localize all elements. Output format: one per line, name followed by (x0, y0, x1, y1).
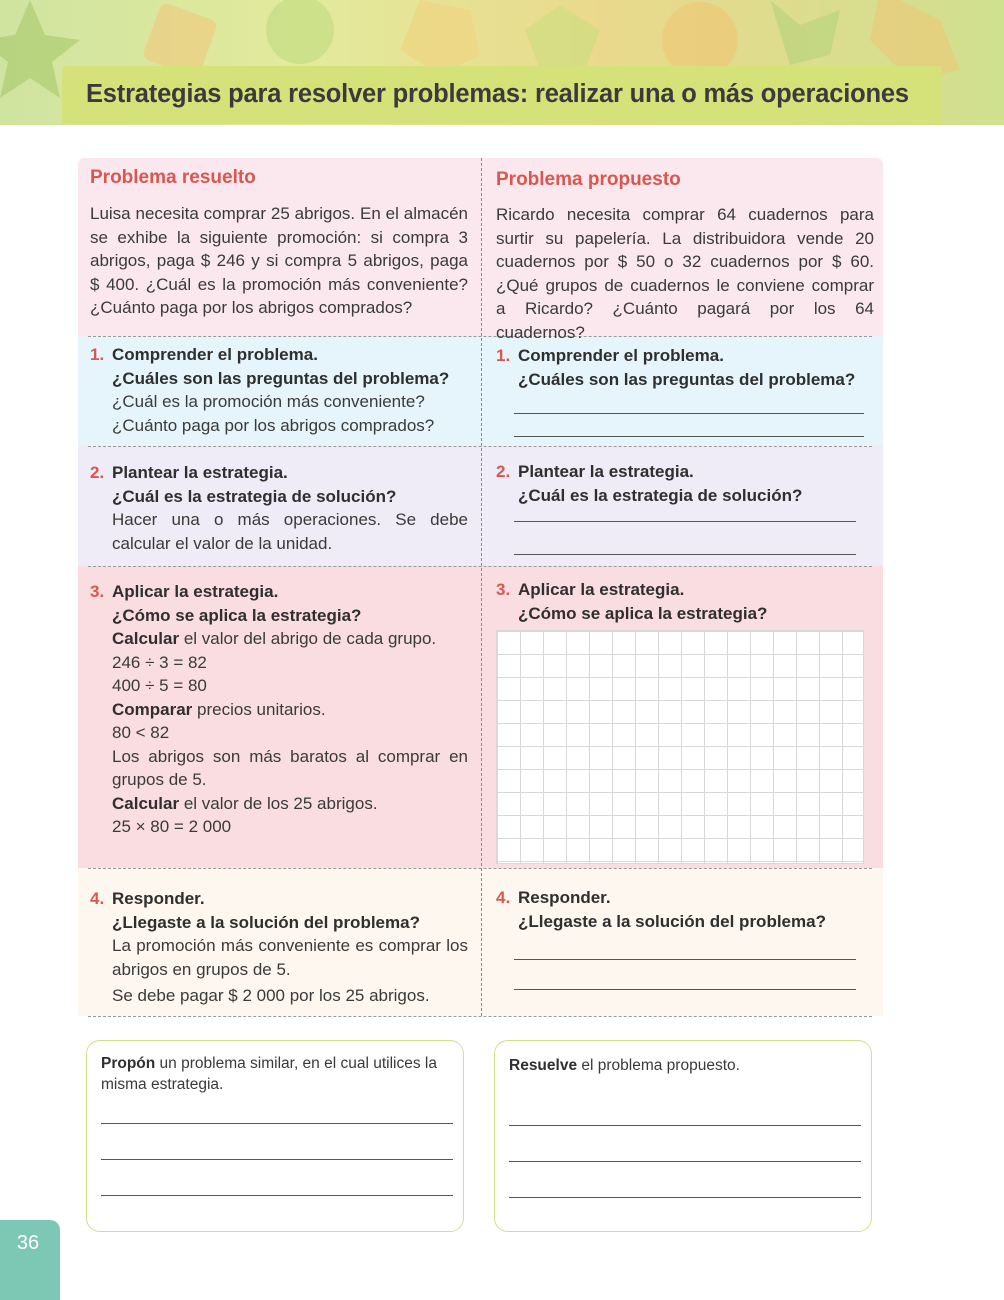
step-question: ¿Cómo se aplica la estrategia? (518, 603, 768, 623)
solve-instruction (509, 1055, 855, 1076)
answer-line[interactable] (509, 1197, 861, 1198)
step-text: Los abrigos son más baratos al comprar en grupos de 5. (112, 746, 468, 789)
page-title: Estrategias para resolver problemas: realizar una o más operaciones (86, 80, 909, 108)
row-divider (88, 566, 872, 567)
step-title: Responder. (112, 889, 205, 908)
proposed-statement: Ricardo necesita comprar 64 cuadernos para surtir su papelería. La distribuidora vende 20 cuadernos por $ 50 o 32 cuadernos por $ 60. ¿Qué grupos de cuadernos le conviene comprar a Ricardo? ¿Cuánto pagará por los 64 cuadernos? (496, 205, 874, 342)
step-answer: Se debe pagar $ 2 000 por los 25 abrigos. (112, 986, 430, 1005)
operation: 25 × 80 = 2 000 (112, 817, 232, 836)
proposed-heading (496, 168, 874, 192)
step-title: Comprender el problema. (112, 345, 318, 364)
page-number: 36 (16, 1232, 40, 1254)
keyword: Resuelve (509, 1057, 578, 1074)
solved-statement: Luisa necesita comprar 25 abrigos. En el almacén se exhibe la siguiente promoción: si compra 3 abrigos, paga $ 246 y si compra 5 abrigos, paga $ 400. ¿Cuál es la promoción más conveniente? ¿Cuánto paga por los abrigos comprados? (90, 204, 468, 317)
step-number: 4. (496, 888, 511, 907)
keyword: Calcular (112, 629, 180, 648)
step-question: ¿Llegaste a la solución del problema? (518, 911, 826, 931)
propose-box (86, 1040, 464, 1232)
solved-step2 (90, 461, 468, 555)
answer-line[interactable] (101, 1195, 453, 1196)
answer-line[interactable] (509, 1161, 861, 1162)
instruction-text: el problema propuesto. (577, 1057, 740, 1074)
step-question: ¿Cómo se aplica la estrategia? (112, 605, 362, 625)
solved-step3 (90, 580, 468, 839)
step-text: precios unitarios. (192, 699, 326, 719)
step-answer: Hacer una o más operaciones. Se debe calcular el valor de la unidad. (112, 510, 468, 553)
proposed-step4 (496, 886, 874, 933)
step-title: Plantear la estrategia. (518, 462, 694, 481)
step-number: 3. (90, 582, 105, 601)
keyword: Calcular (112, 793, 180, 813)
step-question: ¿Llegaste a la solución del problema? (112, 912, 420, 932)
instruction-text: un problema similar, en el cual utilices la misma estrategia. (101, 1055, 437, 1093)
step-number: 2. (496, 462, 511, 481)
answer-line[interactable] (101, 1123, 453, 1124)
step-title: Responder. (518, 888, 611, 907)
step-number: 4. (90, 889, 105, 908)
answer-line[interactable] (514, 521, 856, 522)
operation: 80 < 82 (112, 723, 170, 742)
solved-step1 (90, 343, 468, 437)
step-question: ¿Cuáles son las preguntas del problema? (518, 369, 856, 389)
step-number: 1. (90, 345, 105, 364)
page-number-tab (0, 1220, 60, 1300)
proposed-heading-text: Problema propuesto (496, 169, 681, 190)
step-number: 1. (496, 346, 511, 365)
operation: 400 ÷ 5 = 80 (112, 676, 207, 695)
proposed-step2 (496, 460, 874, 507)
answer-line[interactable] (509, 1125, 861, 1126)
step-answer: ¿Cuál es la promoción más conveniente? (112, 392, 425, 411)
answer-line[interactable] (514, 554, 856, 555)
keyword: Propón (101, 1055, 156, 1072)
row-divider (88, 868, 872, 869)
row-divider (88, 446, 872, 447)
answer-line[interactable] (101, 1159, 453, 1160)
solved-step4 (90, 887, 468, 1008)
step-title: Plantear la estrategia. (112, 463, 288, 482)
answer-line[interactable] (514, 413, 864, 414)
propose-instruction (101, 1053, 447, 1095)
step-answer: ¿Cuánto paga por los abrigos comprados? (112, 415, 435, 435)
proposed-step3 (496, 578, 874, 625)
column-divider (481, 158, 482, 1016)
operation: 246 ÷ 3 = 82 (112, 652, 207, 672)
step-number: 3. (496, 580, 511, 599)
step-title: Comprender el problema. (518, 346, 724, 365)
step-title: Aplicar la estrategia. (518, 580, 685, 599)
keyword: Comparar (112, 699, 193, 719)
step-question: ¿Cuál es la estrategia de solución? (518, 485, 803, 505)
answer-line[interactable] (514, 959, 856, 960)
solved-heading (90, 166, 468, 190)
work-grid[interactable] (496, 630, 864, 864)
step-text: el valor del abrigo de cada grupo. (179, 629, 437, 648)
step-title: Aplicar la estrategia. (112, 582, 279, 601)
step-question: ¿Cuál es la estrategia de solución? (112, 486, 397, 506)
row-divider (88, 1016, 872, 1017)
solve-box (494, 1040, 872, 1232)
proposed-step1 (496, 344, 874, 391)
answer-line[interactable] (514, 989, 856, 990)
step-answer: La promoción más conveniente es comprar los abrigos en grupos de 5. (112, 936, 468, 979)
solved-heading-text: Problema resuelto (90, 167, 256, 188)
step-question: ¿Cuáles son las preguntas del problema? (112, 368, 450, 388)
step-number: 2. (90, 463, 105, 482)
answer-line[interactable] (514, 436, 864, 437)
step-text: el valor de los 25 abrigos. (179, 793, 378, 813)
